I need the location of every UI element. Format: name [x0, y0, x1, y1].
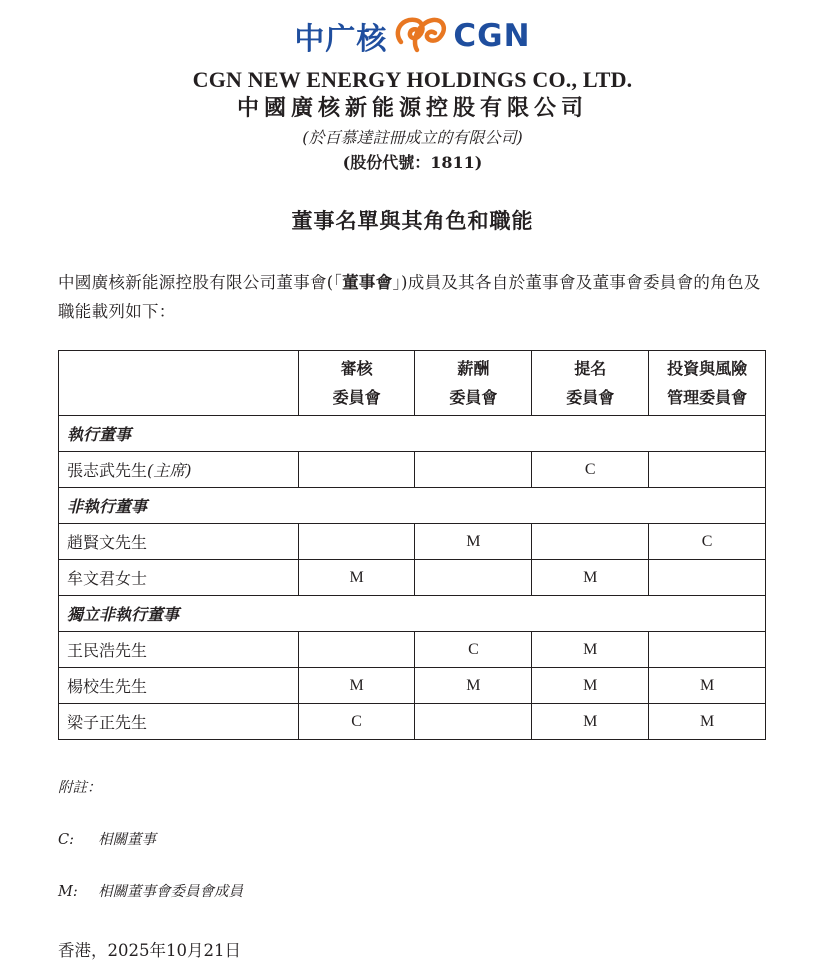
category-label: 非執行董事 — [59, 488, 766, 524]
category-label: 獨立非執行董事 — [59, 596, 766, 632]
committee-role-cell — [298, 632, 415, 668]
director-name: 楊校生先生 — [59, 668, 299, 704]
committee-role-cell — [415, 452, 532, 488]
director-name: 牟文君女士 — [59, 560, 299, 596]
intro-paragraph — [58, 268, 770, 326]
committee-role-cell — [298, 452, 415, 488]
note-text: 相關董事會委員會成員 — [98, 884, 243, 900]
committee-role-cell — [649, 452, 766, 488]
table-header-nomination: 提名 委員會 — [532, 351, 649, 416]
table-header-row — [59, 351, 766, 416]
note-text: 相關董事 — [98, 832, 156, 848]
company-logo — [0, 12, 825, 60]
cgn-swirl-icon — [391, 12, 449, 60]
table-header-remuneration: 薪酬 委員會 — [415, 351, 532, 416]
company-name-cn: 中國廣核新能源控股有限公司 — [236, 95, 588, 121]
committee-role-cell — [415, 704, 532, 740]
logo-en-text: CGN — [453, 18, 531, 54]
table-row — [59, 452, 766, 488]
committee-role-cell: M — [532, 668, 649, 704]
director-name: 趙賢文先生 — [59, 524, 299, 560]
committee-role-cell: M — [298, 560, 415, 596]
committee-role-cell: C — [298, 704, 415, 740]
table-row — [59, 524, 766, 560]
committee-role-cell — [532, 524, 649, 560]
table-row — [59, 704, 766, 740]
table-category-row — [59, 488, 766, 524]
committee-role-cell: M — [532, 560, 649, 596]
table-header-blank — [59, 351, 299, 416]
incorporation-note: (於百慕達註冊成立的有限公司) — [302, 128, 523, 147]
intro-text-bold: 董事會 — [342, 273, 393, 292]
committee-role-cell — [649, 560, 766, 596]
stock-code: (股份代號：1811) — [342, 153, 483, 172]
committee-role-cell: M — [298, 668, 415, 704]
director-name: 王民浩先生 — [59, 632, 299, 668]
intro-text-before: 中國廣核新能源控股有限公司董事會(「 — [58, 273, 343, 292]
committee-role-cell: M — [649, 704, 766, 740]
committee-role-cell: M — [415, 524, 532, 560]
committee-role-cell: M — [649, 668, 766, 704]
committee-role-cell: C — [532, 452, 649, 488]
table-row — [59, 560, 766, 596]
director-name: 梁子正先生 — [59, 704, 299, 740]
committee-role-cell — [649, 632, 766, 668]
directors-roles-table — [58, 350, 766, 740]
table-category-row — [59, 596, 766, 632]
company-name-en: CGN NEW ENERGY HOLDINGS CO., LTD. — [192, 67, 633, 92]
document-header — [0, 66, 825, 175]
table-row — [59, 668, 766, 704]
table-category-row — [59, 416, 766, 452]
table-header-investment-risk: 投資與風險 管理委員會 — [649, 351, 766, 416]
intro-text-after: 」)成員及其各自於董事會及董事會委員會的角色及職能載列如下： — [58, 273, 761, 321]
committee-role-cell: C — [415, 632, 532, 668]
committee-role-cell: M — [415, 668, 532, 704]
notes-heading: 附註： — [58, 780, 102, 796]
table-header-audit: 審核 委員會 — [298, 351, 415, 416]
logo-cn-text: 中广核 — [294, 22, 388, 57]
note-item — [58, 828, 156, 849]
committee-role-cell: M — [532, 704, 649, 740]
document-date: 香港，2025年10月21日 — [58, 941, 241, 960]
director-name: 張志武先生(主席) — [59, 452, 299, 488]
committee-role-cell: M — [532, 632, 649, 668]
note-item — [58, 880, 243, 901]
table-row — [59, 632, 766, 668]
document-title: 董事名單與其角色和職能 — [291, 208, 534, 233]
director-role-note: (主席) — [147, 461, 192, 480]
category-label: 執行董事 — [59, 416, 766, 452]
committee-role-cell — [298, 524, 415, 560]
note-key: M: — [58, 884, 78, 900]
note-key: C: — [58, 832, 74, 848]
committee-role-cell — [415, 560, 532, 596]
committee-role-cell: C — [649, 524, 766, 560]
